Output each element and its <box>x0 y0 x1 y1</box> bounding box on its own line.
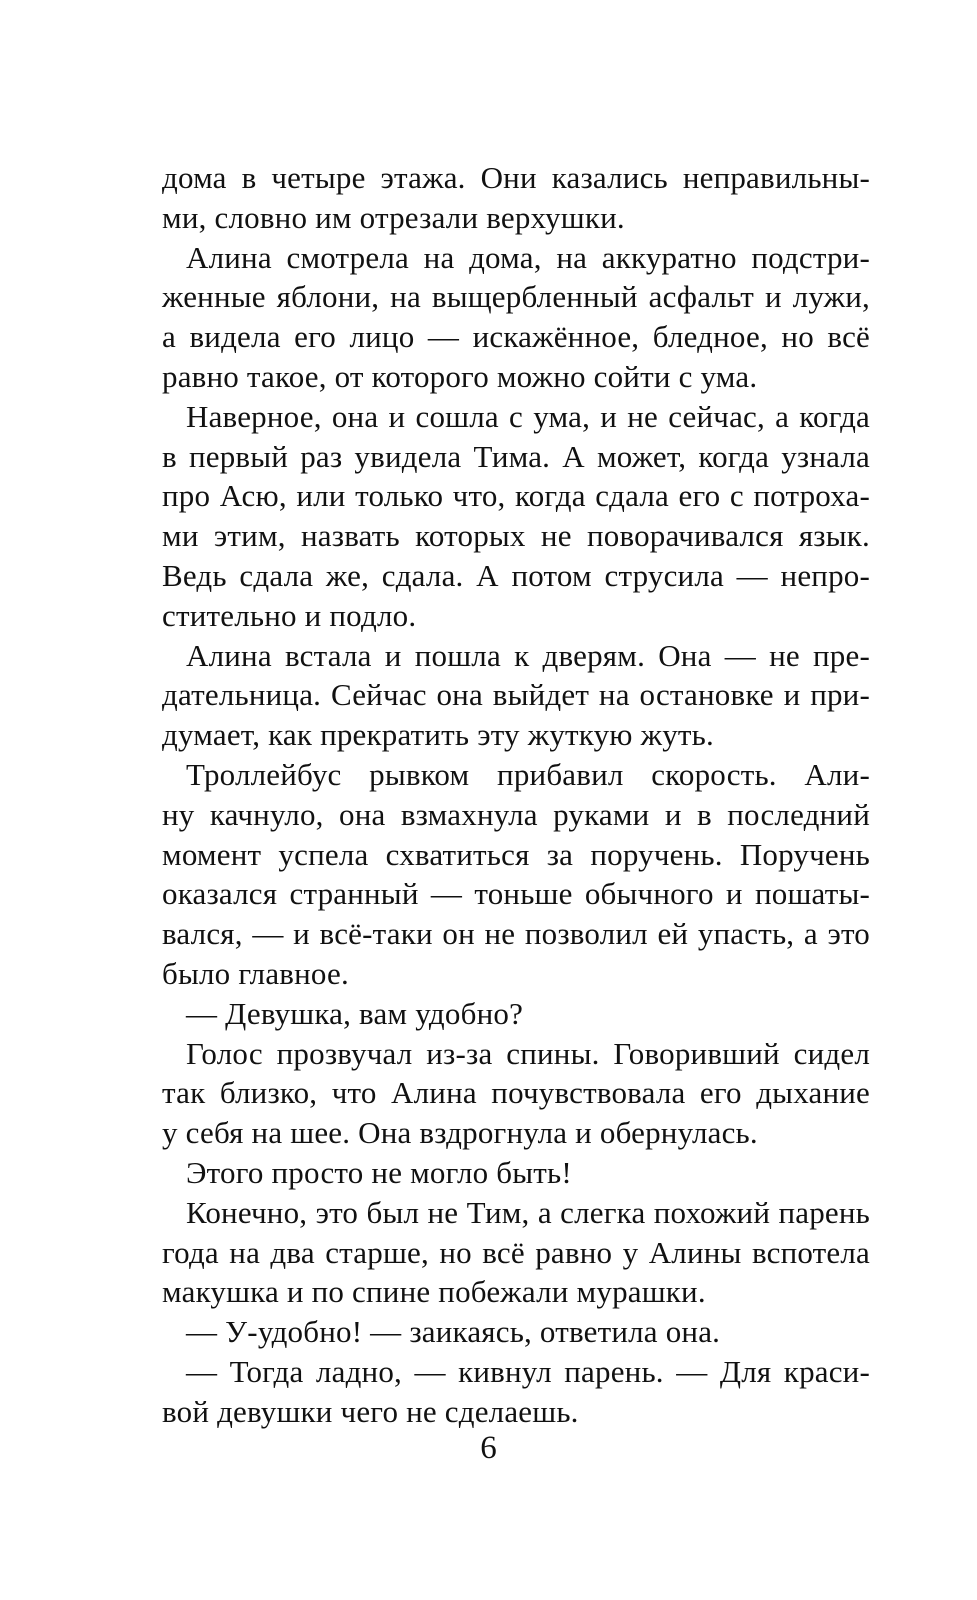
text-line: оказался странный — тоньше обычного и пошаты- <box>162 876 870 912</box>
text-line: — Тогда ладно, — кивнул парень. — Для краси- <box>186 1353 870 1389</box>
body-text <box>162 158 870 1432</box>
text-line: вался, — и всё-таки он не позволил ей упасть, а это <box>162 916 870 952</box>
text-line: Ведь сдала же, сдала. А потом струсила — непро- <box>162 557 870 593</box>
text-line: Этого просто не могло быть! <box>186 1154 572 1190</box>
text-line: Троллейбус рывком прибавил скорость. Али- <box>186 756 870 792</box>
text-line: Алина смотрела на дома, на аккуратно подстри- <box>186 239 870 275</box>
text-line: в первый раз увидела Тима. А может, когда узнала <box>162 438 870 474</box>
text-line: — Девушка, вам удобно? <box>186 995 524 1031</box>
text-line: про Асю, или только что, когда сдала его с потроха- <box>162 478 870 514</box>
text-line: ми этим, назвать которых не поворачивался язык. <box>162 518 870 554</box>
text-line: у себя на шее. Она вздрогнула и обернулась. <box>162 1115 758 1151</box>
text-line: момент успела схватиться за поручень. Поручень <box>162 836 870 872</box>
text-line: Голос прозвучал из-за спины. Говоривший сидел <box>186 1035 870 1071</box>
text-line: так близко, что Алина почувствовала его дыхание <box>162 1075 870 1111</box>
text-line: года на два старше, но всё равно у Алины вспотела <box>162 1234 870 1270</box>
text-line: Алина встала и пошла к дверям. Она — не пре- <box>186 637 870 673</box>
text-line: ми, словно им отрезали верхушки. <box>162 199 625 235</box>
text-line: а видела его лицо — искажённое, бледное, но всё <box>162 319 870 355</box>
text-line: ну качнуло, она взмахнула руками и в последний <box>162 796 870 832</box>
text-line: было главное. <box>162 955 349 991</box>
text-line: — У-удобно! — заикаясь, ответила она. <box>186 1314 721 1350</box>
text-line: женные яблони, на выщербленный асфальт и лужи, <box>162 279 870 315</box>
text-line: дома в четыре этажа. Они казались неправильны- <box>162 160 870 195</box>
text-line: Конечно, это был не Тим, а слегка похожий парень <box>186 1194 870 1230</box>
text-line: стительно и подло. <box>162 597 417 633</box>
text-line: равно такое, от которого можно сойти с ума. <box>162 358 758 394</box>
text-line: думает, как прекратить эту жуткую жуть. <box>162 717 714 753</box>
text-line: дательница. Сейчас она выйдет на остановке и при- <box>162 677 870 713</box>
page-number: 6 <box>480 1430 497 1466</box>
text-line: вой девушки чего не сделаешь. <box>162 1393 579 1429</box>
text-line: макушка и по спине побежали мурашки. <box>162 1274 706 1310</box>
text-line: Наверное, она и сошла с ума, и не сейчас, а когда <box>186 398 870 434</box>
